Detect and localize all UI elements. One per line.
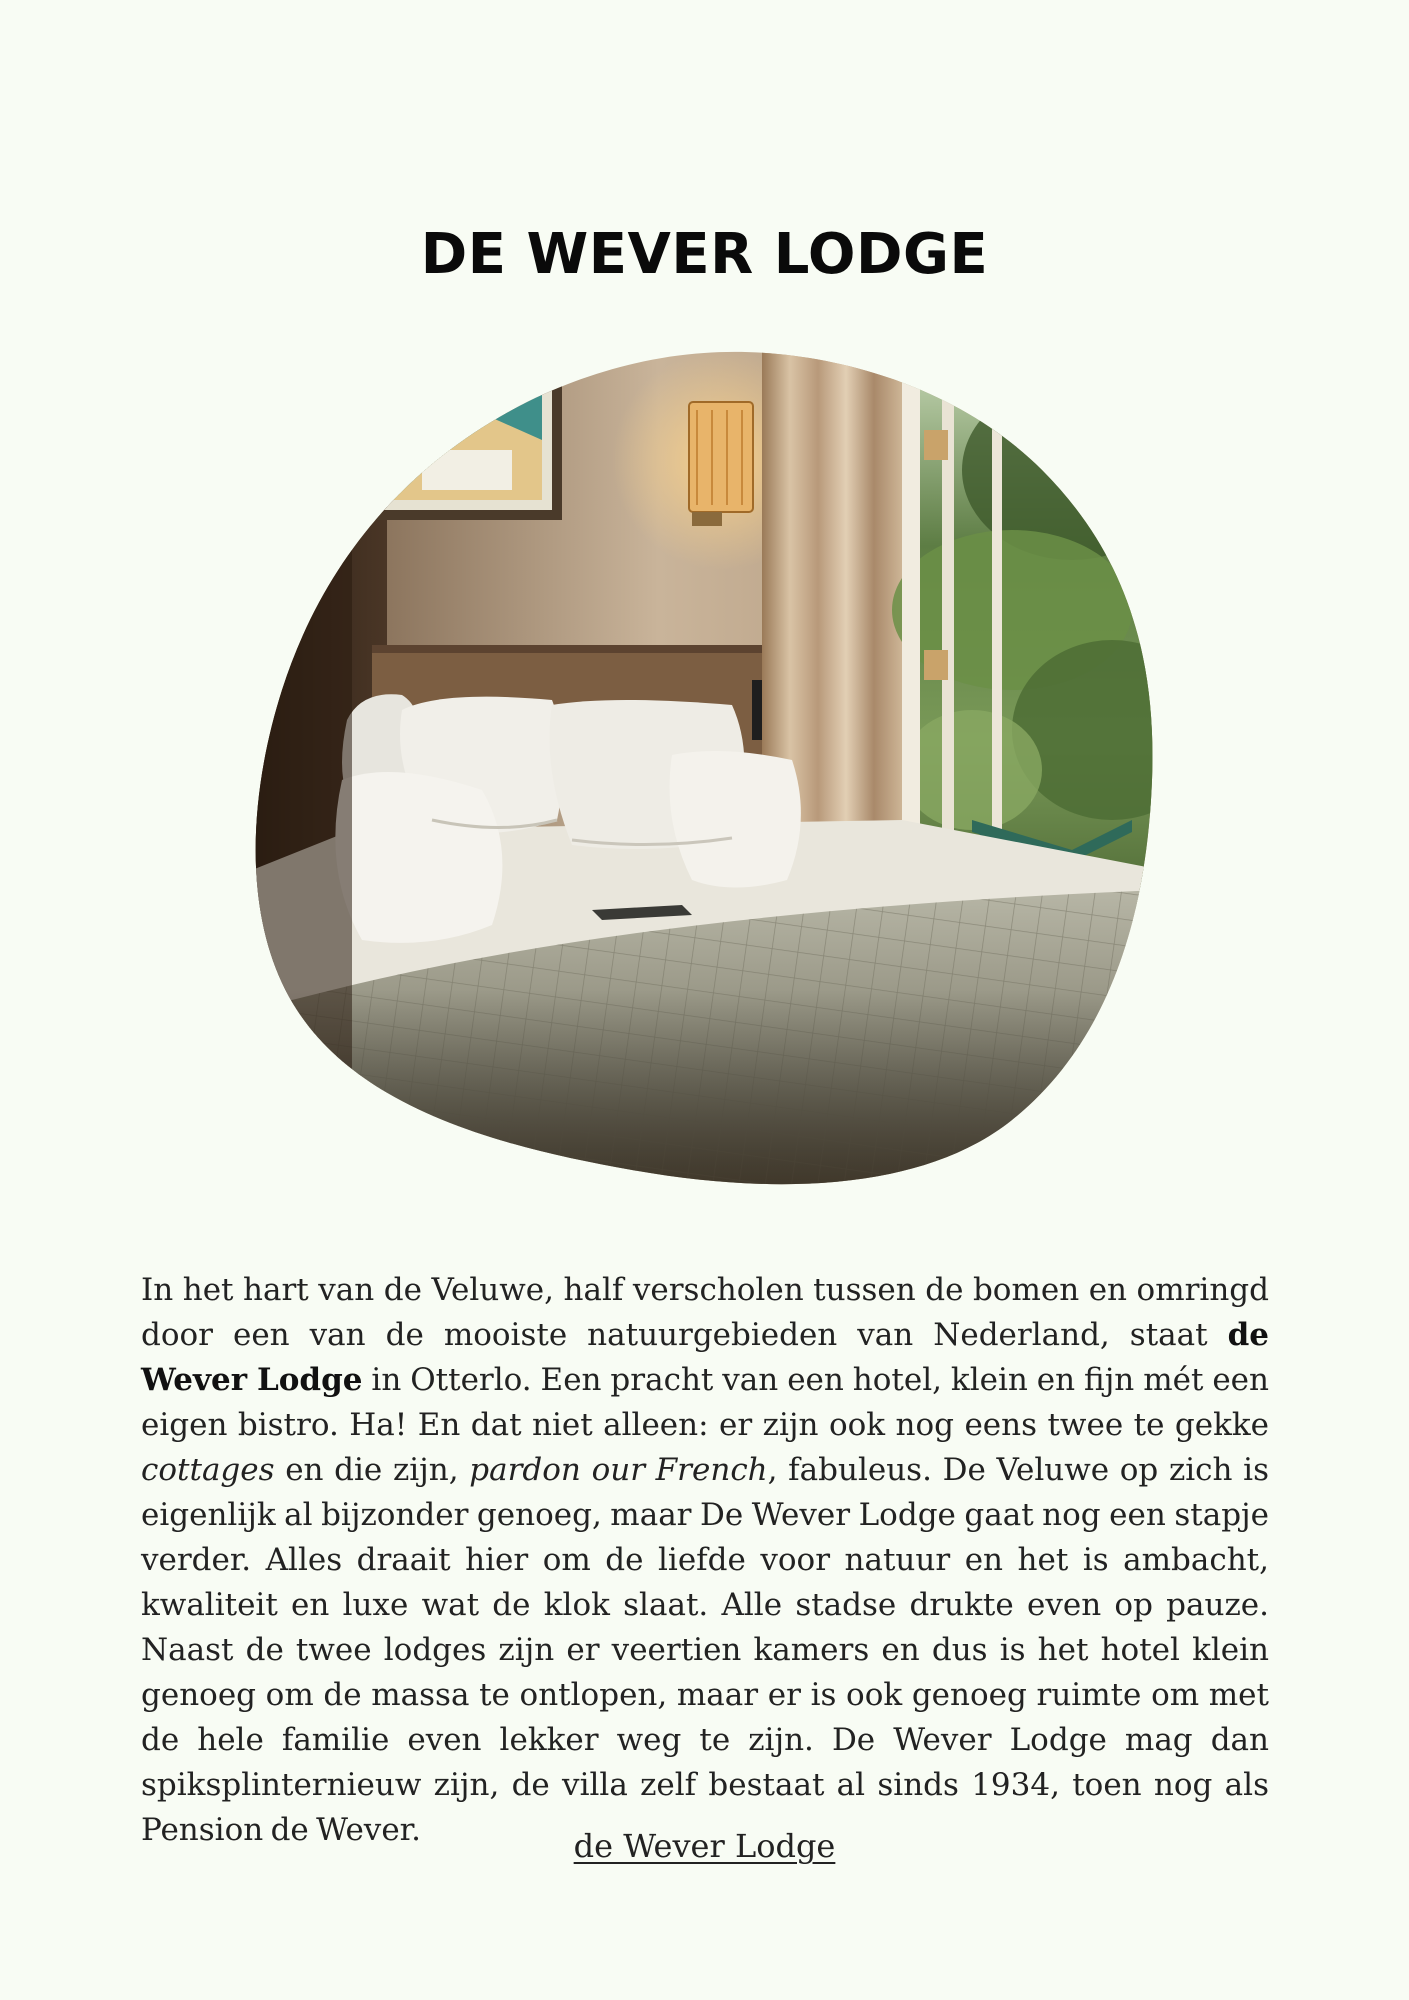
- article-hotel-name: de Wever Lodge: [141, 1317, 1269, 1398]
- article-text-1: In het hart van de Veluwe, half verscholen tussen de bomen en omringd door een van de mooiste natuurgebieden van Nederland, staat: [141, 1272, 1269, 1353]
- article-text-2: in Otterlo. Een pracht van een hotel, klein en fijn mét een eigen bistro. Ha! En dat niet alleen: er zijn ook nog eens twee te gekke: [141, 1362, 1269, 1443]
- hotel-room-photo: [252, 350, 1155, 1189]
- article-italic-pardon: pardon our French: [469, 1452, 768, 1488]
- article-italic-cottages: cottages: [141, 1452, 275, 1488]
- article-text-4: , fabuleus. De Veluwe op zich is eigenlijk al bijzonder genoeg, maar De Wever Lodge gaat nog een stapje verder. Alles draait hier om de liefde voor natuur en het is ambacht, kwaliteit en luxe wat de klok slaat. Alle stadse drukte even op pauze. Naast de twee lodges zijn er veertien kamers en dus is het hotel klein genoeg om de massa te ontlopen, maar er is ook genoeg ruimte om met de hele familie even lekker weg te zijn. De Wever Lodge mag dan spiksplinternieuw zijn, de villa zelf bestaat al sinds 1934, toen nog als Pension de Wever.: [141, 1452, 1270, 1848]
- page-title: DE WEVER LODGE: [420, 222, 989, 287]
- footer-link-container: [0, 1826, 1409, 1866]
- article-text-3: en die zijn,: [274, 1452, 470, 1488]
- article-paragraph: [141, 1268, 1269, 1853]
- hotel-website-link[interactable]: de Wever Lodge: [573, 1827, 836, 1865]
